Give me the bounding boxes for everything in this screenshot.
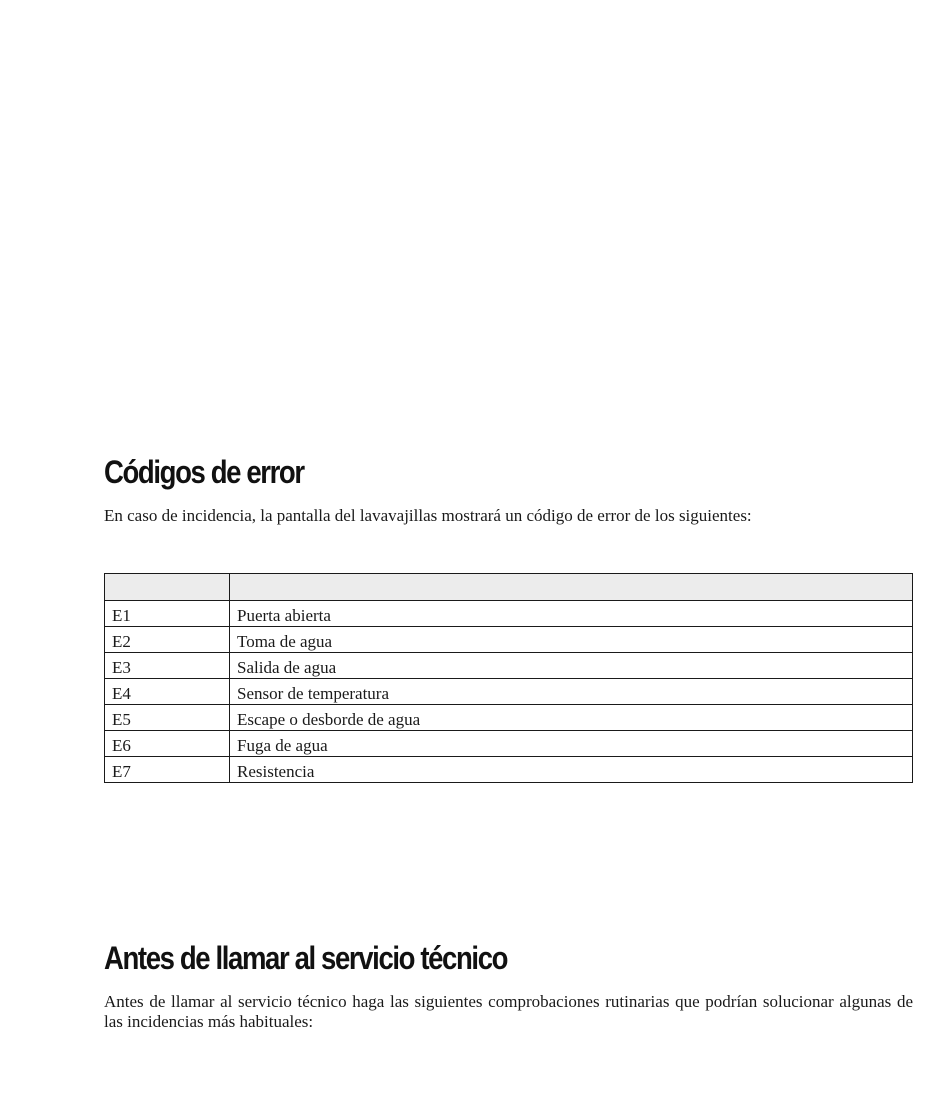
error-codes-intro: En caso de incidencia, la pantalla del lavavajillas mostrará un código de error de los siguientes: — [104, 506, 752, 525]
error-description: Fuga de agua — [230, 731, 913, 757]
header-code — [105, 574, 230, 601]
error-codes-title: Códigos de error — [104, 454, 304, 490]
table-row — [105, 653, 913, 679]
error-description: Resistencia — [230, 757, 913, 783]
error-code: E4 — [105, 679, 230, 705]
table-row — [105, 627, 913, 653]
header-description — [230, 574, 913, 601]
error-code: E5 — [105, 705, 230, 731]
table-header-row — [105, 574, 913, 601]
error-code: E7 — [105, 757, 230, 783]
error-description: Toma de agua — [230, 627, 913, 653]
error-codes-table — [104, 573, 913, 783]
before-calling-service-intro: Antes de llamar al servicio técnico haga las siguientes comprobaciones rutinarias que podrían solucionar algunas de las incidencias más habituales: — [104, 992, 913, 1031]
error-code: E2 — [105, 627, 230, 653]
error-description: Escape o desborde de agua — [230, 705, 913, 731]
error-description: Puerta abierta — [230, 601, 913, 627]
error-description: Sensor de temperatura — [230, 679, 913, 705]
error-code: E1 — [105, 601, 230, 627]
table-row — [105, 705, 913, 731]
error-description: Salida de agua — [230, 653, 913, 679]
table-row — [105, 731, 913, 757]
table-row — [105, 679, 913, 705]
table-row — [105, 601, 913, 627]
table-row — [105, 757, 913, 783]
error-code: E6 — [105, 731, 230, 757]
before-calling-service-title: Antes de llamar al servicio técnico — [104, 940, 508, 976]
error-code: E3 — [105, 653, 230, 679]
